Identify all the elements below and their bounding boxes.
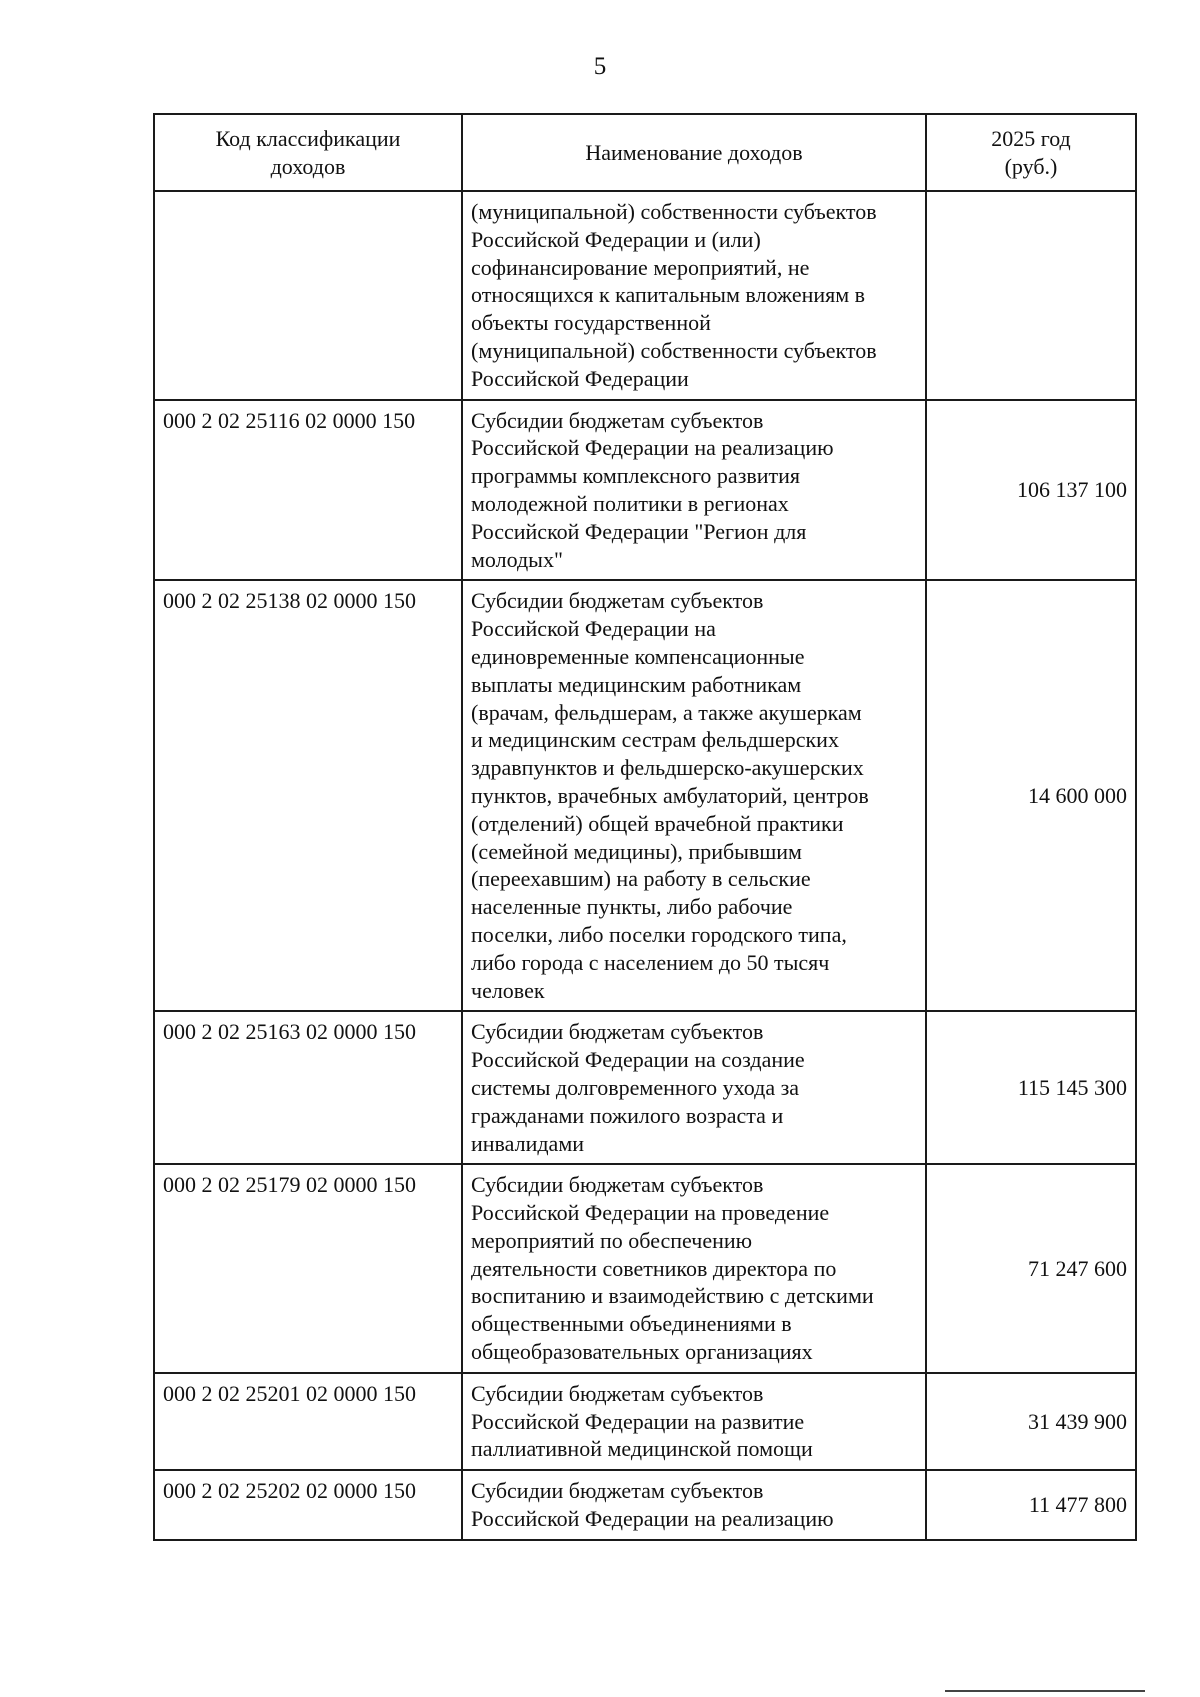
income-name-line: инвалидами: [471, 1130, 585, 1156]
income-name-line: паллиативной медицинской помощи: [471, 1436, 813, 1462]
income-name-line: Субсидии бюджетам субъектов: [471, 588, 764, 614]
income-name-cell: [462, 400, 926, 581]
income-name-line: Российской Федерации на развитие: [471, 1408, 805, 1434]
income-name-line: (муниципальной) собственности субъектов: [471, 337, 877, 363]
income-code-cell: 000 2 02 25179 02 0000 150: [154, 1164, 462, 1373]
income-code-cell: 000 2 02 25201 02 0000 150: [154, 1373, 462, 1470]
income-name-line: Субсидии бюджетам субъектов: [471, 1172, 764, 1198]
income-name-line: населенные пункты, либо рабочие: [471, 894, 793, 920]
table-row: [154, 1164, 1136, 1373]
income-code-cell: 000 2 02 25163 02 0000 150: [154, 1011, 462, 1164]
income-amount-cell: 106 137 100: [926, 400, 1136, 581]
income-code-cell: 000 2 02 25138 02 0000 150: [154, 580, 462, 1011]
income-name-line: поселки, либо поселки городского типа,: [471, 921, 847, 947]
header-name-line: Наименование доходов: [585, 139, 803, 165]
income-amount-cell: 31 439 900: [926, 1373, 1136, 1470]
header-code-line: Код классификации: [215, 125, 401, 151]
income-name-cell: [462, 1470, 926, 1540]
table-body: [154, 191, 1136, 1540]
income-name-line: (семейной медицины), прибывшим: [471, 838, 802, 864]
header-amount-line: 2025 год: [991, 125, 1071, 151]
income-name-line: общеобразовательных организациях: [471, 1339, 813, 1365]
income-amount-cell: 14 600 000: [926, 580, 1136, 1011]
income-name-line: воспитанию и взаимодействию с детскими: [471, 1283, 874, 1309]
income-name-cell: [462, 1373, 926, 1470]
header-code: [154, 114, 462, 191]
income-name-line: Российской Федерации "Регион для: [471, 518, 807, 544]
income-name-line: Российской Федерации на: [471, 616, 716, 642]
income-name-line: здравпунктов и фельдшерско-акушерских: [471, 755, 864, 781]
income-name-line: Субсидии бюджетам субъектов: [471, 407, 764, 433]
table-row: [154, 1373, 1136, 1470]
income-name-line: (муниципальной) собственности субъектов: [471, 199, 877, 224]
income-name-line: Российской Федерации на проведение: [471, 1200, 830, 1226]
table-row: [154, 400, 1136, 581]
income-name-line: человек: [471, 977, 545, 1003]
income-name-line: (отделений) общей врачебной практики: [471, 810, 844, 836]
header-name: [462, 114, 926, 191]
income-name-cell: [462, 580, 926, 1011]
income-name-line: выплаты медицинским работникам: [471, 671, 802, 697]
income-name-line: программы комплексного развития: [471, 463, 801, 489]
income-name-line: пунктов, врачебных амбулаторий, центров: [471, 782, 869, 808]
income-amount-cell: 11 477 800: [926, 1470, 1136, 1540]
table-row: [154, 191, 1136, 400]
income-code-cell: 000 2 02 25202 02 0000 150: [154, 1470, 462, 1540]
income-amount-cell: [926, 191, 1136, 400]
income-name-line: мероприятий по обеспечению: [471, 1227, 753, 1253]
income-name-line: единовременные компенсационные: [471, 643, 805, 669]
income-amount-cell: 115 145 300: [926, 1011, 1136, 1164]
header-amount-line: (руб.): [1004, 153, 1058, 179]
income-name-line: гражданами пожилого возраста и: [471, 1102, 784, 1128]
income-name-line: объекты государственной: [471, 310, 711, 336]
income-name-line: (переехавшим) на работу в сельские: [471, 866, 811, 892]
income-name-line: софинансирование мероприятий, не: [471, 254, 810, 280]
income-code-cell: [154, 191, 462, 400]
header-code-line: доходов: [270, 153, 346, 179]
income-name-cell: [462, 1164, 926, 1373]
income-name-line: Российской Федерации и (или): [471, 226, 761, 252]
income-name-line: Субсидии бюджетам субъектов: [471, 1478, 764, 1504]
income-name-line: Субсидии бюджетам субъектов: [471, 1019, 764, 1045]
table-row: [154, 580, 1136, 1011]
income-name-line: молодежной политики в регионах: [471, 490, 789, 516]
income-name-cell: [462, 1011, 926, 1164]
income-name-line: Субсидии бюджетам субъектов: [471, 1380, 764, 1406]
income-amount-cell: 71 247 600: [926, 1164, 1136, 1373]
income-name-line: и медицинским сестрам фельдшерских: [471, 727, 839, 753]
income-table: [153, 113, 1137, 1541]
income-name-line: Российской Федерации: [471, 365, 689, 391]
income-name-line: деятельности советников директора по: [471, 1255, 837, 1281]
income-name-line: общественными объединениями в: [471, 1311, 792, 1337]
income-name-line: Российской Федерации на создание: [471, 1047, 805, 1073]
table-row: [154, 1470, 1136, 1540]
income-name-cell: [462, 191, 926, 400]
table-row: [154, 1011, 1136, 1164]
income-code-cell: 000 2 02 25116 02 0000 150: [154, 400, 462, 581]
page-number: 5: [593, 53, 607, 80]
income-name-line: молодых": [471, 546, 563, 572]
income-name-line: относящихся к капитальным вложениям в: [471, 282, 866, 308]
header-amount: [926, 114, 1136, 191]
footer-line: [945, 1690, 1145, 1692]
income-name-line: либо города с населением до 50 тысяч: [471, 949, 830, 975]
table-header-row: [154, 114, 1136, 191]
income-name-line: Российской Федерации на реализацию: [471, 1506, 834, 1532]
income-name-line: системы долговременного ухода за: [471, 1074, 800, 1100]
income-name-line: Российской Федерации на реализацию: [471, 435, 834, 461]
income-name-line: (врачам, фельдшерам, а также акушеркам: [471, 699, 862, 725]
